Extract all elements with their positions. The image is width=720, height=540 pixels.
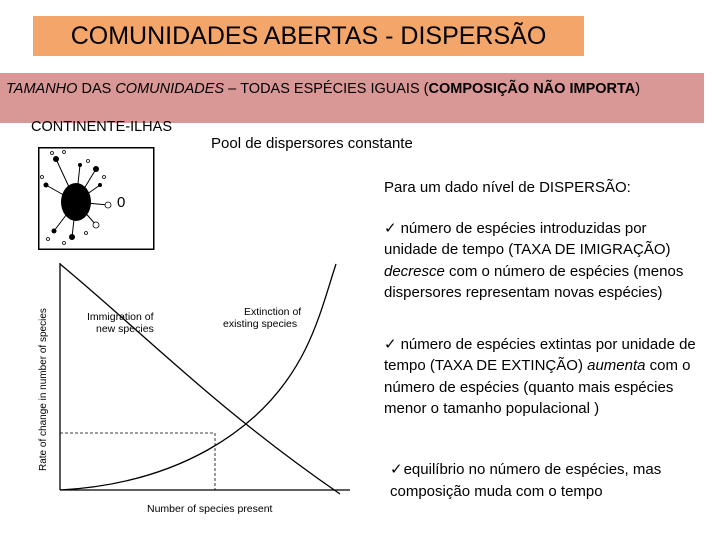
x-axis-label: Number of species present — [147, 503, 273, 515]
spacer — [384, 304, 702, 334]
band-text-part1: TAMANHO — [6, 81, 78, 97]
immigration-curve — [60, 264, 340, 494]
extinction-curve — [60, 264, 336, 490]
band-text-part5: COMPOSIÇÃO NÃO IMPORTA — [428, 81, 636, 97]
check-icon: ✓ — [384, 334, 397, 353]
immigration-label-line2: new species — [96, 323, 154, 335]
band-text-part4: TODAS ESPÉCIES IGUAIS ( — [240, 81, 429, 97]
immigration-bullet-emphasis: decresce — [384, 262, 445, 280]
check-icon: ✓ — [390, 460, 403, 478]
equilibrium-bullet-text: equilíbrio no número de espécies, mas composição muda com o tempo — [390, 461, 662, 500]
explanation-column — [384, 177, 702, 420]
equilibrium-bullet — [390, 459, 710, 502]
extinction-bullet-text1: número de espécies extintas por unidade de tempo (TAXA DE EXTINÇÃO) — [384, 335, 696, 374]
extinction-label-line1: Extinction of — [244, 306, 302, 318]
band-text-part6: ) — [635, 81, 641, 97]
dispersal-intro: Para um dado nível de DISPERSÃO: — [384, 179, 631, 196]
subtitle-right: Pool de dispersores constante — [211, 135, 413, 152]
diagram-zero-label: 0 — [117, 194, 126, 211]
subtitle-left: CONTINENTE-ILHAS — [31, 119, 172, 135]
band-text-part2: DAS — [77, 81, 116, 97]
immigration-extinction-graph — [30, 258, 350, 518]
extinction-bullet-emphasis: aumenta — [587, 357, 646, 374]
extinction-label-line2: existing species — [223, 318, 298, 330]
immigration-bullet-text1: número de espécies introduzidas por unidade de tempo (TAXA DE IMIGRAÇÃO) — [384, 219, 671, 258]
immigration-bullet — [384, 218, 702, 304]
extinction-bullet-text2: com o número de espécies (quanto mais espécies menor o tamanho populacional ) — [384, 357, 691, 417]
extinction-bullet — [384, 334, 702, 420]
immigration-label-line1: Immigration of — [87, 311, 154, 323]
immigration-bullet-text2: com o número de espécies (menos dispersores representam novas espécies) — [384, 262, 684, 301]
band-text — [6, 79, 646, 99]
band-text-part3: COMUNIDADES – — [115, 81, 241, 97]
y-axis-label: Rate of change in number of species — [38, 308, 49, 471]
island-diagram — [38, 147, 156, 251]
spacer — [384, 199, 702, 218]
title-box — [33, 16, 584, 56]
page-title: COMUNIDADES ABERTAS - DISPERSÃO — [70, 21, 547, 50]
check-icon: ✓ — [384, 218, 397, 237]
